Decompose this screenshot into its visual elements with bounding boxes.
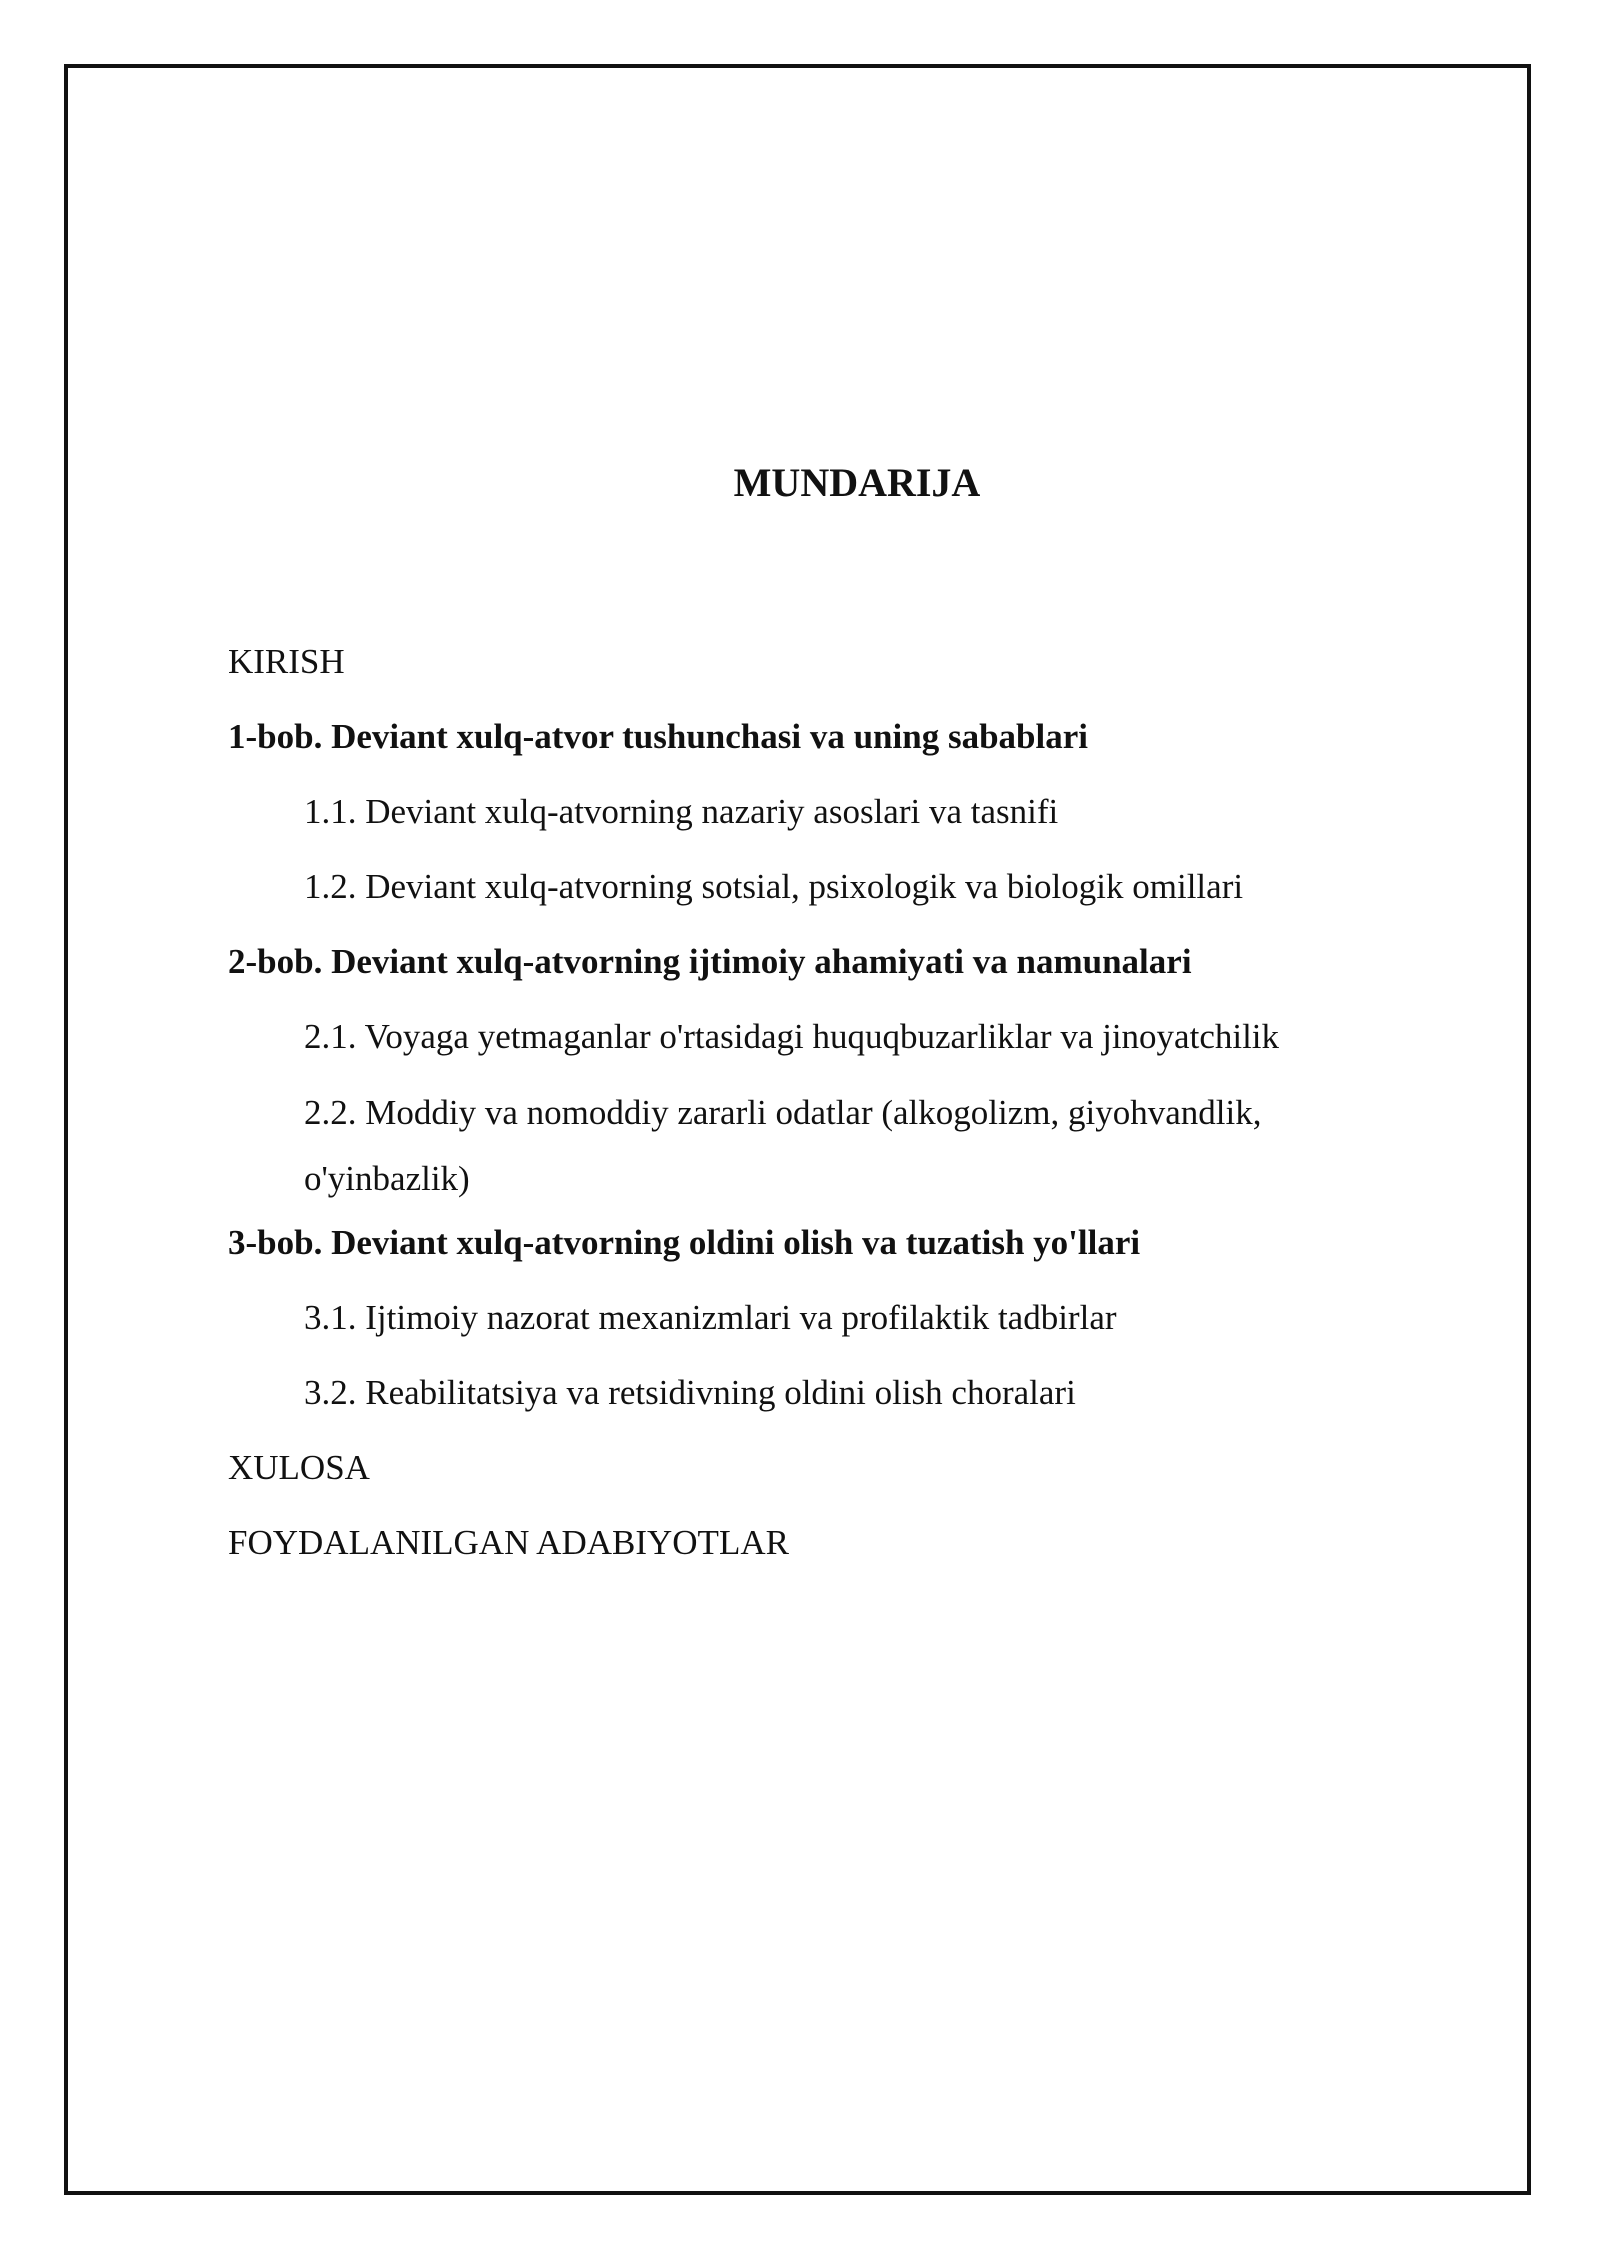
table-of-contents [228,640,1408,1596]
toc-chapter-2: 2-bob. Deviant xulq-atvorning ijtimoiy ahamiyati va namunalari [228,942,1192,981]
toc-entry-kirish: KIRISH [228,642,345,681]
page-title: MUNDARIJA [733,460,981,505]
toc-chapter-1: 1-bob. Deviant xulq-atvor tushunchasi va uning sabablari [228,717,1088,756]
toc-section-3-1: 3.1. Ijtimoiy nazorat mexanizmlari va profilaktik tadbirlar [304,1298,1117,1337]
toc-chapter-3: 3-bob. Deviant xulq-atvorning oldini olish va tuzatish yo'llari [228,1223,1141,1262]
toc-section-1-1: 1.1. Deviant xulq-atvorning nazariy asoslari va tasnifi [304,792,1059,831]
toc-section-1-2: 1.2. Deviant xulq-atvorning sotsial, psixologik va biologik omillari [304,867,1244,906]
toc-section-2-2: 2.2. Moddiy va nomoddiy zararli odatlar (alkogolizm, giyohvandlik, o'yinbazlik) [304,1093,1262,1198]
toc-entry-adabiyotlar: FOYDALANILGAN ADABIYOTLAR [228,1523,789,1562]
toc-section-3-2: 3.2. Reabilitatsiya va retsidivning oldini olish choralari [304,1373,1076,1412]
toc-entry-xulosa: XULOSA [228,1448,370,1487]
toc-section-2-1: 2.1. Voyaga yetmaganlar o'rtasidagi huquqbuzarliklar va jinoyatchilik [304,1017,1280,1056]
